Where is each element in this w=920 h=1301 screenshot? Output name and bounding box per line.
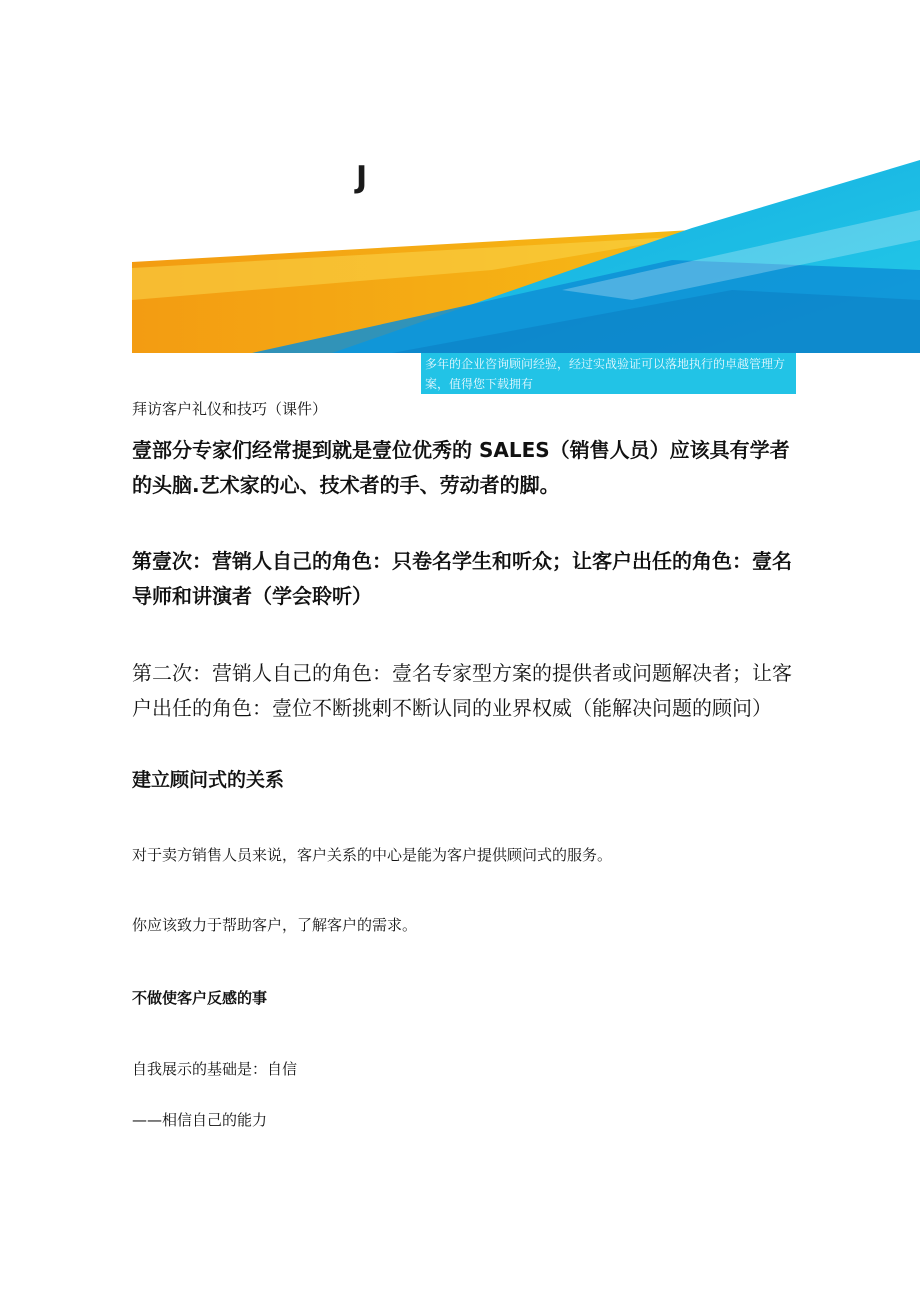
- body-text-4: ——相信自己的能力: [132, 1111, 268, 1129]
- body-text-2: 你应该致力于帮助客户，了解客户的需求。: [132, 916, 418, 934]
- banner-caption: 多年的企业咨询顾问经验，经过实战验证可以落地执行的卓越管理方案，值得您下载拥有: [421, 353, 796, 394]
- cover-banner: [132, 150, 920, 353]
- banner-title: J: [356, 160, 370, 195]
- document-title: 拜访客户礼仪和技巧（课件）: [132, 400, 328, 418]
- banner-graphic: [132, 150, 920, 353]
- body-text-3: 自我展示的基础是：自信: [132, 1060, 298, 1078]
- paragraph-first-visit: 第壹次：营销人自己的角色：只卷名学生和听众；让客户出任的角色：壹名导师和讲演者（学会聆听）: [132, 549, 792, 608]
- heading-consultative-relationship: 建立顾问式的关系: [132, 769, 285, 791]
- heading-avoid-offense: 不做使客户反感的事: [132, 989, 268, 1007]
- body-text-1: 对于卖方销售人员来说，客户关系的中心是能为客户提供顾问式的服务。: [132, 846, 613, 864]
- paragraph-second-visit: 第二次：营销人自己的角色：壹名专家型方案的提供者或问题解决者；让客户出任的角色：壹位不断挑剌不断认同的业界权威（能解决问题的顾问）: [132, 661, 792, 720]
- paragraph-intro: 壹部分专家们经常提到就是壹位优秀的 SALES（销售人员）应该具有学者的头脑.艺术家的心、技术者的手、劳动者的脚。: [132, 438, 790, 497]
